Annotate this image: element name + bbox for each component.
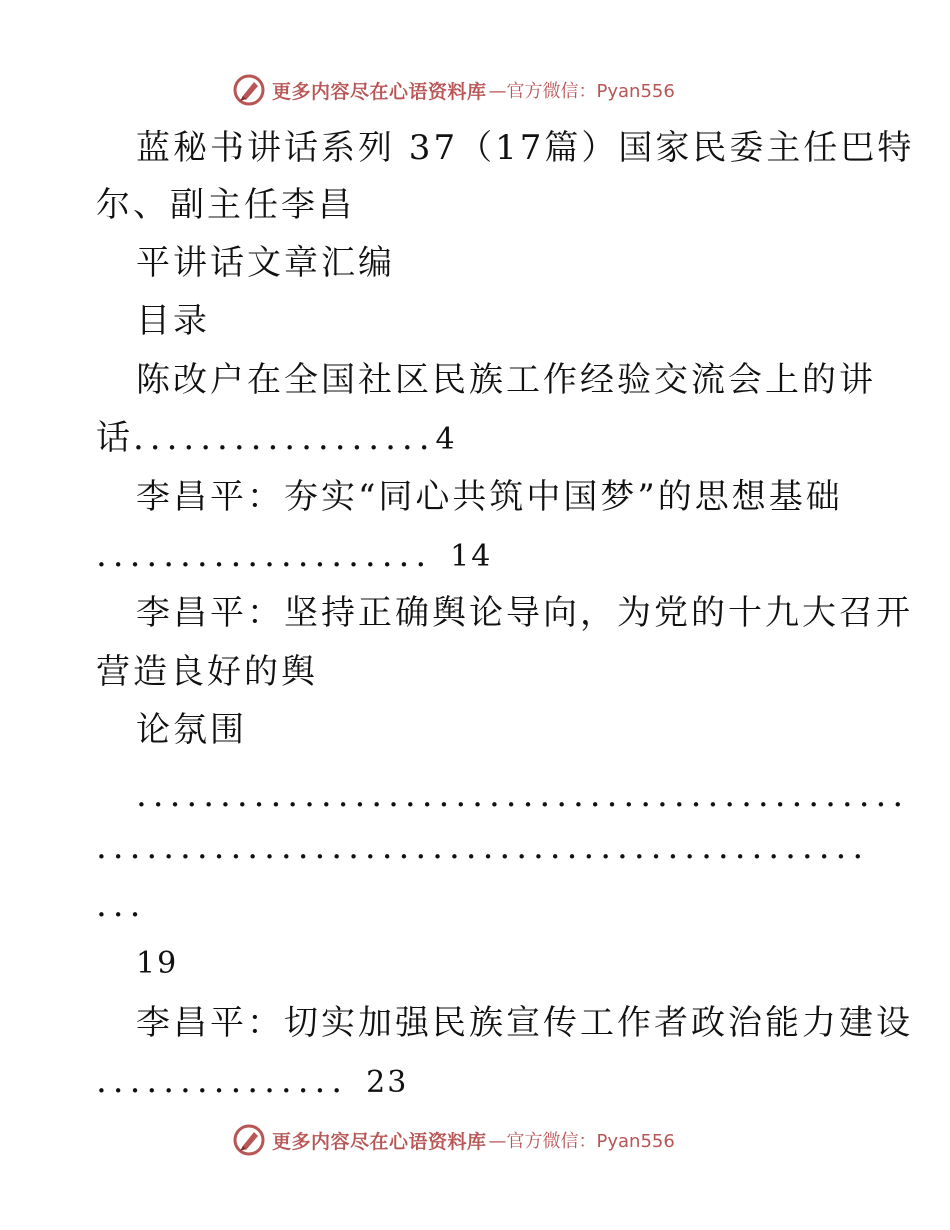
- toc-entry-3-title-cont-2: 论氛围: [136, 710, 247, 750]
- watermark-sub-text: —官方微信：Pyan556: [488, 1131, 675, 1152]
- title-line-1: 蓝秘书讲话系列 37（17篇）国家民委主任巴特: [136, 128, 915, 168]
- toc-entry-4-leader: ...............: [96, 1061, 349, 1101]
- footer-watermark: [232, 1122, 712, 1158]
- watermark-main-text: 更多内容尽在心语资料库: [272, 1130, 487, 1153]
- toc-entry-1-page: 4: [435, 422, 457, 457]
- toc-heading: 目录: [136, 301, 210, 341]
- toc-entry-1-title: 陈改户在全国社区民族工作经验交流会上的讲: [136, 360, 876, 400]
- toc-entry-3-title: 李昌平：坚持正确舆论导向，为党的十九大召开: [136, 593, 913, 633]
- title-line-3: 平讲话文章汇编: [136, 243, 395, 283]
- toc-entry-4-title: 李昌平：切实加强民族宣传工作者政治能力建设: [136, 1003, 913, 1043]
- toc-entry-3-page: 19: [136, 946, 179, 981]
- toc-entry-4-page: 23: [366, 1065, 409, 1100]
- toc-entry-1-leader: ..................: [133, 418, 436, 458]
- toc-entry-3-leader-3: ...: [96, 885, 147, 925]
- toc-entry-4-row: [96, 1061, 408, 1103]
- title-line-2: 尔、副主任李昌: [96, 185, 355, 225]
- toc-entry-3-leader-1: ..............................................: [136, 775, 910, 815]
- toc-entry-2-page: 14: [450, 539, 493, 574]
- toc-entry-2-row: [96, 535, 492, 577]
- toc-entry-1-row: [96, 418, 457, 460]
- toc-entry-3-title-cont: 营造良好的舆: [96, 652, 318, 692]
- pen-logo-icon: [232, 1123, 266, 1157]
- watermark-sub-text: —官方微信：Pyan556: [488, 81, 675, 102]
- pen-logo-icon: [232, 73, 266, 107]
- toc-entry-2-leader: ....................: [96, 535, 433, 575]
- toc-entry-3-leader-2: ..............................................: [96, 827, 870, 867]
- watermark-main-text: 更多内容尽在心语资料库: [272, 80, 487, 103]
- toc-entry-1-title-cont: 话: [96, 418, 133, 458]
- header-watermark: [232, 72, 712, 108]
- toc-entry-2-title: 李昌平：夯实“同心共筑中国梦”的思想基础: [136, 477, 843, 517]
